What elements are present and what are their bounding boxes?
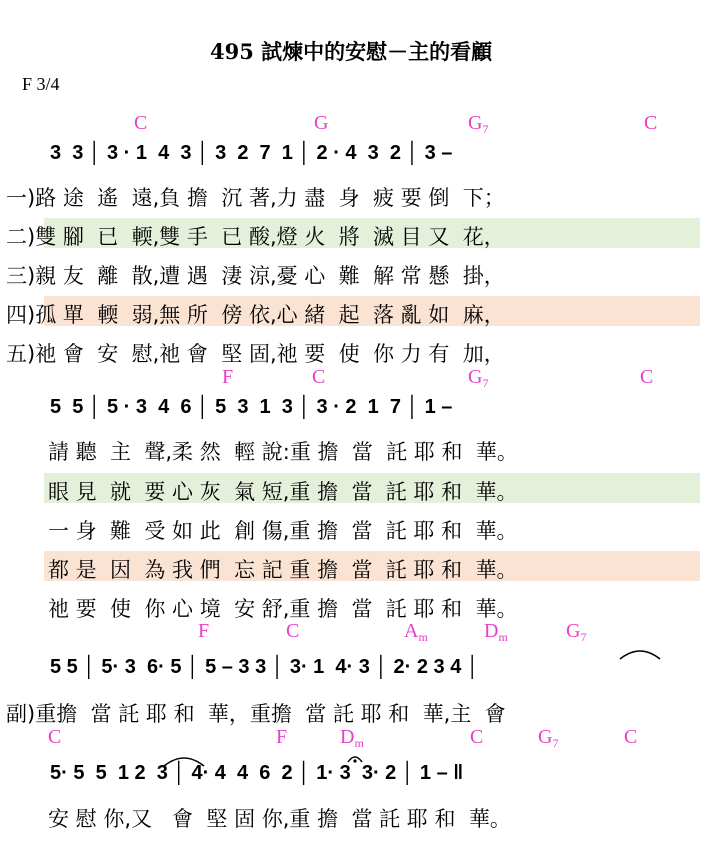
chord-label: $D_m$ — [340, 726, 364, 750]
lyric-line: 請 聽 主 聲,柔 然 輕 說:重 擔 當 託 耶 和 華。 — [48, 440, 518, 464]
notation-line: 5 5 │ 5 · 3 4 6 │ 5 3 1 3 │ 3 · 2 1 7 │ 1 – — [50, 396, 453, 418]
chord-label: $G_7$ — [468, 112, 489, 136]
chord-label: $G_7$ — [538, 726, 559, 750]
chord-label: C — [286, 620, 300, 642]
chord-label: C — [644, 112, 658, 134]
lyric-line: 祂 要 使 你 心 境 安 舒,重 擔 當 託 耶 和 華。 — [48, 597, 518, 621]
chord-label: F — [276, 726, 288, 748]
page-title: 495 試煉中的安慰－主的看顧 — [210, 39, 493, 64]
notation-line: 5 5 │ 5· 3 6· 5 │ 5 – 3 3 │ 3· 1 4· 3 │ 2· 2 3 4 │ — [50, 656, 480, 678]
lyric-line: 一)路 途 遙 遠,負 擔 沉 著,力 盡 身 疲 要 倒 下； — [6, 186, 505, 210]
chord-label: C — [134, 112, 148, 134]
chord-label: F — [222, 366, 234, 388]
chord-label: F — [198, 620, 210, 642]
chord-label: G — [314, 112, 329, 134]
notation-line: 5· 5 5 1 2 3 │ 4· 4 4 6 2 │ 1· 3 3· 2 │ 1 – ‖ — [50, 762, 464, 784]
lyric-line: 三)親 友 離 散,遭 遇 淒 涼,憂 心 難 解 常 懸 掛， — [6, 264, 505, 288]
chord-label: C — [640, 366, 654, 388]
lyric-line: 一 身 難 受 如 此 創 傷,重 擔 當 託 耶 和 華。 — [48, 519, 518, 543]
lyric-line: 副)重擔 當 託 耶 和 華，重擔 當 託 耶 和 華,主 會 — [6, 702, 506, 726]
lyric-line: 五)祂 會 安 慰,祂 會 堅 固,祂 要 使 你 力 有 加， — [6, 342, 505, 366]
chord-label: $D_m$ — [484, 620, 508, 644]
lyric-line: 眼 見 就 要 心 灰 氣 短,重 擔 當 託 耶 和 華。 — [48, 480, 518, 504]
lyric-line: 二)雙 腳 已 輭,雙 手 已 酸,燈 火 將 滅 目 又 花， — [6, 225, 505, 249]
chord-label: C — [624, 726, 638, 748]
chord-label: C — [312, 366, 326, 388]
lyric-line: 安 慰 你,又 會 堅 固 你,重 擔 當 託 耶 和 華。 — [48, 807, 511, 831]
slur-mark — [618, 645, 662, 661]
lyric-line: 四)孤 單 輭 弱,無 所 傍 依,心 緒 起 落 亂 如 麻， — [6, 303, 505, 327]
key-signature: F 3/4 — [22, 74, 60, 94]
chord-label: C — [470, 726, 484, 748]
lyric-line: 都 是 因 為 我 們 忘 記 重 擔 當 託 耶 和 華。 — [48, 558, 518, 582]
chord-label: $A_m$ — [404, 620, 428, 644]
chord-label: $G_7$ — [566, 620, 587, 644]
notation-line: 3 3 │ 3 · 1 4 3 │ 3 2 7 1 │ 2 · 4 3 2 │ 3 – — [50, 142, 453, 164]
chord-label: C — [48, 726, 62, 748]
chord-label: $G_7$ — [468, 366, 489, 390]
